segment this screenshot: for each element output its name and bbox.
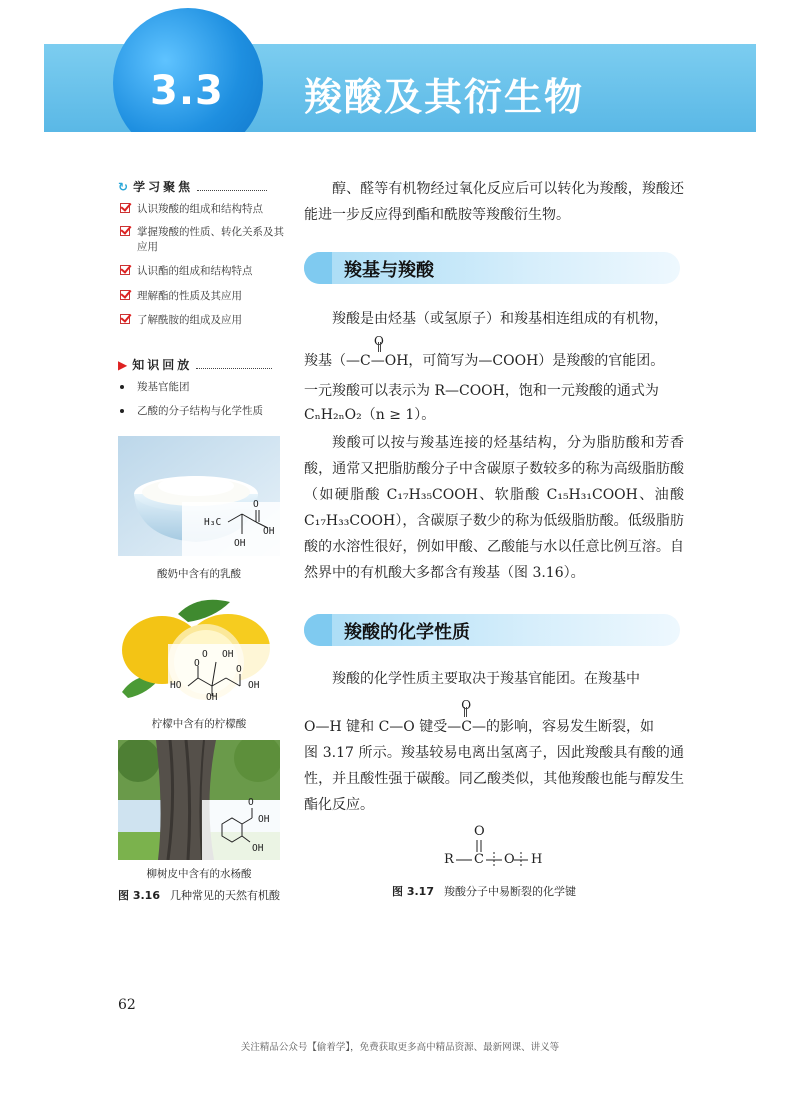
section-heading-carboxyl: 羧基与羧酸	[304, 252, 680, 284]
focus-item: 认识酯的组成和结构特点	[120, 264, 285, 279]
section-title: 羧酸及其衍生物	[304, 75, 585, 119]
yogurt-caption: 酸奶中含有的乳酸	[157, 568, 241, 580]
intro-paragraph: 醇、醛等有机物经过氧化反应后可以转化为羧酸，羧酸还能进一步反应得到酯和酰胺等羧酸衍生物。	[304, 181, 684, 223]
focus-item: 理解酯的性质及其应用	[120, 289, 285, 304]
review-item: 羧基官能团	[120, 380, 285, 395]
recycle-icon: ↻	[118, 180, 129, 194]
paragraph-fatty-acids: 羧酸可以按与羧基连接的烃基结构，分为脂肪酸和芳香酸，通常又把脂肪酸分子中含碳原子数较多的称为高级脂肪酸（如硬脂酸 C₁₇H₃₅COOH、软脂酸 C₁₅H₃₁COOH、油酸 C₁₇H₃₃COOH），含碳原子数少的称为低级脂肪酸。低级脂肪酸的水溶性很好，例如甲酸、乙酸能与水以任意比例互溶。自然界中的有机酸大多都含有羧基（图 3.16）。	[304, 435, 684, 581]
page-number: 62	[118, 997, 136, 1013]
paragraph-line-formula: O—H 键和 C—O 键受 O —C—的影响，容易发生断裂，如	[304, 698, 654, 735]
learning-focus-title: 学习聚焦	[133, 180, 194, 194]
yogurt-photo: H₃C O OH OH	[118, 436, 280, 556]
figure-3-17-caption: 图 3.17 羧酸分子中易断裂的化学键	[392, 885, 576, 898]
carboxylic-acid-bond-figure: O R C O H	[444, 824, 543, 867]
checkbox-icon	[120, 203, 130, 213]
play-arrow-icon: ▶	[118, 358, 128, 372]
figure-3-16-caption: 图 3.16 几种常见的天然有机酸	[118, 889, 280, 902]
willow-photo: O OH OH	[118, 740, 280, 860]
focus-item: 了解酰胺的组成及应用	[120, 313, 285, 328]
paragraph-line: 羧酸是由烃基（或氢原子）和羧基相连组成的有机物，	[332, 311, 668, 327]
paragraph-line: CₙH₂ₙO₂（n ≥ 1）。	[304, 407, 436, 423]
paragraph-acid-properties: 图 3.17 所示。羧基较易电离出氢离子，因此羧酸具有酸的通性，并且酸性强于碳酸。同乙酸类似，其他羧酸也能与醇发生酯化反应。	[304, 745, 684, 813]
focus-item: 掌握羧酸的性质、转化关系及其应用	[120, 225, 285, 255]
lemon-photo: O OH O HO OH OH O	[118, 594, 280, 706]
willow-caption: 柳树皮中含有的水杨酸	[146, 868, 252, 880]
lemon-caption: 柠檬中含有的柠檬酸	[151, 718, 247, 730]
knowledge-review-title: 知识回放	[132, 358, 193, 372]
footer-note: 关注精品公众号【偷着学】，免费获取更多高中精品资源、最新网课、讲义等	[240, 1042, 560, 1053]
paragraph-line: 一元羧酸可以表示为 R—COOH，饱和一元羧酸的通式为	[304, 383, 659, 399]
paragraph-line-formula: 羧基（ O —C—OH，可简写为—COOH）是羧酸的官能团。	[304, 334, 665, 369]
paragraph-line: 羧酸的化学性质主要取决于羧基官能团。在羧基中	[332, 671, 640, 687]
learning-focus-heading	[118, 178, 267, 195]
review-item: 乙酸的分子结构与化学性质	[120, 404, 285, 419]
checkbox-icon	[120, 290, 130, 300]
focus-item: 认识羧酸的组成和结构特点	[120, 202, 285, 217]
section-heading-chemical-properties: 羧酸的化学性质	[304, 614, 680, 646]
knowledge-review-heading	[118, 356, 272, 373]
checkbox-icon	[120, 314, 130, 324]
checkbox-icon	[120, 226, 130, 236]
section-number: 3.3	[150, 68, 224, 114]
checkbox-icon	[120, 265, 130, 275]
